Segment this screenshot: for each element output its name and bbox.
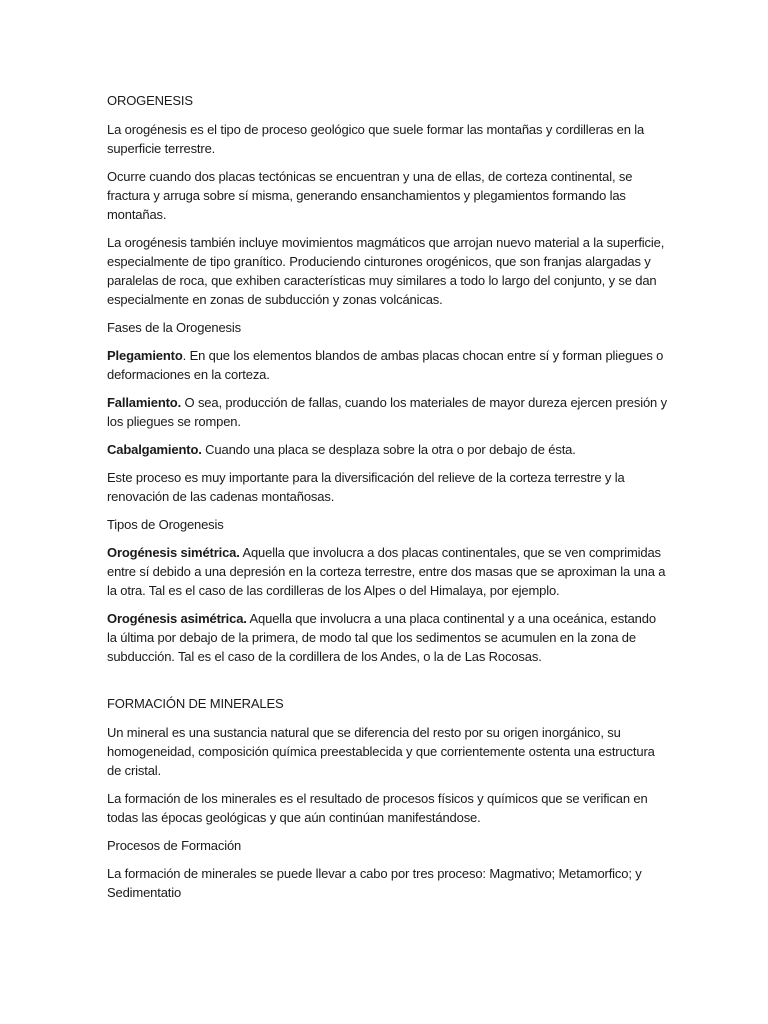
paragraph-importance: Este proceso es muy importante para la diversificación del relieve de la corteza terrestre y la renovación de las cadenas montañosas. bbox=[107, 470, 625, 504]
phase-term: Cabalgamiento. bbox=[107, 442, 202, 457]
paragraph-processes: La formación de minerales se puede llevar a cabo por tres proceso: Magmativo; Metamorfico; y Sedimentatio bbox=[107, 866, 642, 900]
type-term: Orogénesis simétrica. bbox=[107, 545, 240, 560]
section-title-orogenesis: OROGENESIS bbox=[107, 93, 193, 108]
subheading-processes: Procesos de Formación bbox=[107, 838, 242, 853]
type-description: Aquella que involucra a dos placas continentales, que se ven comprimidas entre sí debido a una depresión en la corteza terrestre, entre dos masas que se aproximan la una a la otra. Tal es el caso de las cordilleras de los Alpes o del Himalaya, por ejemplo. bbox=[107, 545, 666, 598]
type-description: Aquella que involucra a una placa continental y a una oceánica, estando la última por debajo de la primera, de modo tal que los sedimentos se acumulen en la zona de subducción. Tal es el caso de la cordillera de los Andes, o la de Las Rocosas. bbox=[107, 611, 656, 664]
paragraph-orogenesis-occurrence: Ocurre cuando dos placas tectónicas se encuentran y una de ellas, de corteza continental, se fractura y arruga sobre sí misma, generando ensanchamientos y plegamientos formando las montañas. bbox=[107, 169, 633, 222]
type-term: Orogénesis asimétrica. bbox=[107, 611, 247, 626]
paragraph-orogenesis-magmatic: La orogénesis también incluye movimientos magmáticos que arrojan nuevo material a la superficie, especialmente de tipo granítico. Produciendo cinturones orogénicos, que son franjas alargadas y paralelas de roca, que exhiben características muy similares a todo lo largo del conjunto, y se dan especialmente en zonas de subducción y zonas volcánicas. bbox=[107, 235, 665, 307]
phase-term: Plegamiento bbox=[107, 348, 183, 363]
document-body bbox=[107, 91, 667, 911]
phase-description: O sea, producción de fallas, cuando los materiales de mayor dureza ejercen presión y los pliegues se rompen. bbox=[107, 395, 667, 429]
type-item-simetrica bbox=[107, 543, 667, 600]
subheading-types: Tipos de Orogenesis bbox=[107, 517, 224, 532]
paragraph-mineral-definition: Un mineral es una sustancia natural que se diferencia del resto por su origen inorgánico, su homogeneidad, composición química preestablecida y que corrientemente ostenta una estructura de cristal. bbox=[107, 725, 655, 778]
subheading-phases: Fases de la Orogenesis bbox=[107, 320, 241, 335]
phase-item-cabalgamiento bbox=[107, 440, 667, 459]
section-title-minerales: FORMACIÓN DE MINERALES bbox=[107, 696, 284, 711]
paragraph-mineral-formation: La formación de los minerales es el resultado de procesos físicos y químicos que se verifican en todas las épocas geológicas y que aún continúan manifestándose. bbox=[107, 791, 648, 825]
phase-term: Fallamiento. bbox=[107, 395, 182, 410]
phase-item-fallamiento bbox=[107, 393, 667, 431]
phase-item-plegamiento bbox=[107, 346, 667, 384]
phase-description: . En que los elementos blandos de ambas placas chocan entre sí y forman pliegues o deformaciones en la corteza. bbox=[107, 348, 664, 382]
phase-description: Cuando una placa se desplaza sobre la otra o por debajo de ésta. bbox=[201, 442, 576, 457]
paragraph-orogenesis-intro: La orogénesis es el tipo de proceso geológico que suele formar las montañas y cordilleras en la superficie terrestre. bbox=[107, 122, 645, 156]
type-item-asimetrica bbox=[107, 609, 667, 666]
